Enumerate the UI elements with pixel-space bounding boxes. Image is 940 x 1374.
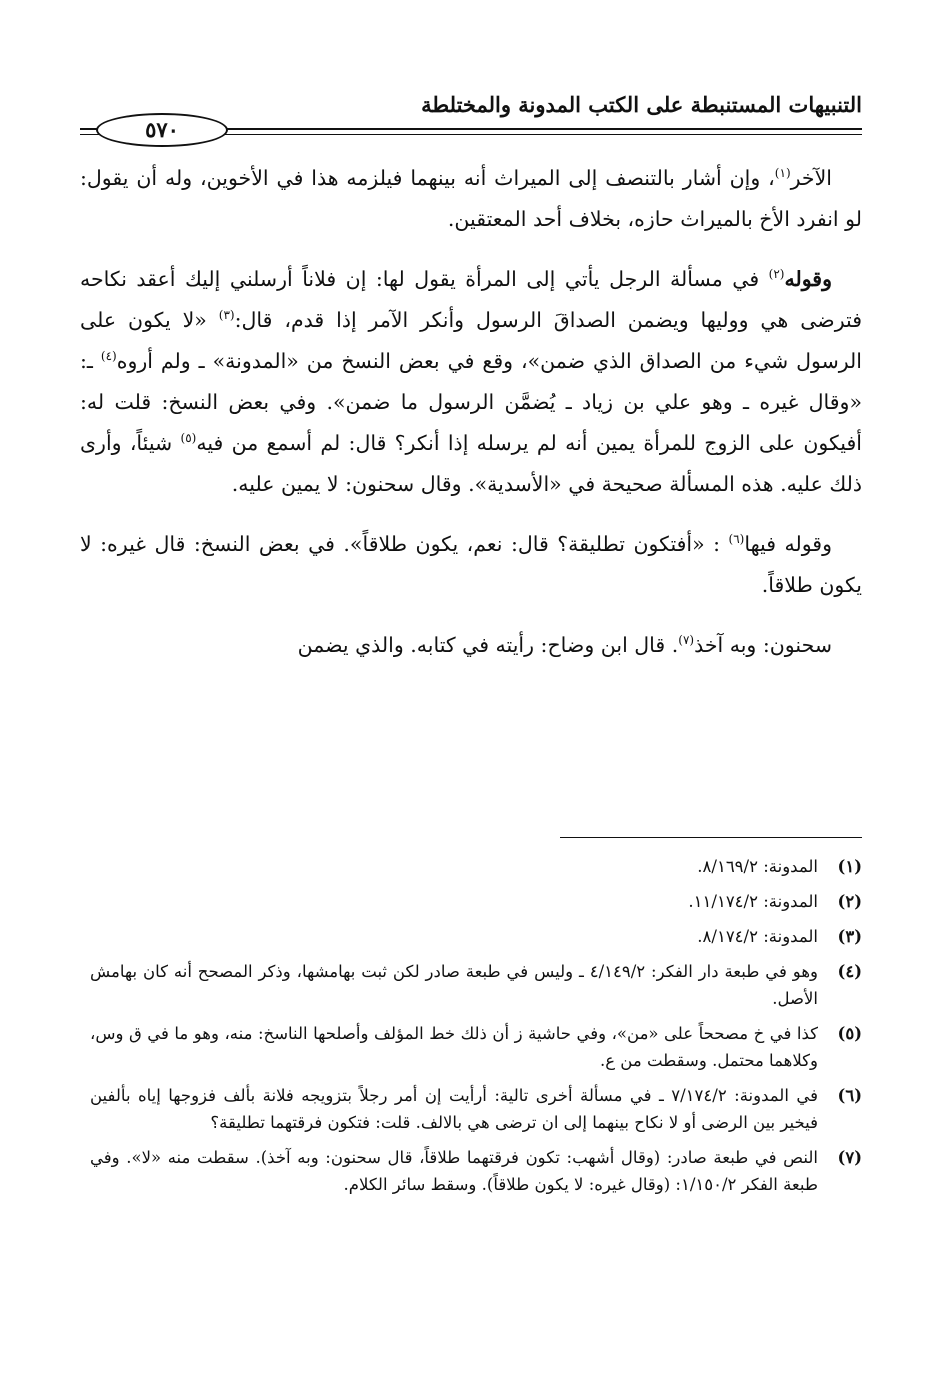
text-run: : «أفتكون تطليقة؟ قال: نعم، يكون طلاقاً». في بعض النسخ: قال غيره: لا يكون طلاقاً.: [80, 532, 862, 597]
footnote-text: وهو في طبعة دار الفكر: ٤/١٤٩/٢ ـ وليس في طبعة صادر لكن ثبت بهامشها، وذكر المصحح أنه كان بهامش الأصل.: [90, 962, 818, 1008]
footnote-marker: (٣): [218, 308, 235, 323]
footnote: [90, 853, 862, 880]
text-run: «لا يكون على الرسول شيء من الصداق الذي ضمن»، وقع في بعض النسخ من «المدونة» ـ ولم أروه: [80, 308, 863, 373]
text-run: ـ: «وقال غيره ـ وهو علي بن زياد ـ يُضمَّن الرسول ما ضمن». وفي بعض النسخ: قلت له: أفيكون على الزوج للمرأة يمين أنه لم يرسله إذا أنكر؟ قال: لم أسمع من فيه: [80, 349, 862, 455]
footnote-marker: (٤): [100, 349, 117, 364]
footnote-number: (٦): [837, 1086, 862, 1105]
footnote-text: المدونة: ٨/١٦٩/٢.: [697, 857, 818, 876]
footnote: [90, 923, 862, 950]
text-run: الآخر: [790, 166, 832, 190]
running-title: التنبيهات المستنبطة على الكتب المدونة والمختلطة: [421, 92, 862, 117]
footnote-number: (٣): [837, 927, 862, 946]
footnote-marker: (٦): [728, 532, 745, 547]
footnote-number: (٢): [837, 892, 862, 911]
footnote-marker: (٥): [180, 431, 197, 446]
footnote-text: المدونة: ١١/١٧٤/٢.: [688, 892, 818, 911]
footnote: [90, 1144, 862, 1198]
paragraph: [80, 158, 862, 240]
footnote-number: (٥): [837, 1024, 862, 1043]
footnote-number: (٤): [837, 962, 862, 981]
page-header: [80, 92, 862, 152]
footnote-marker: (١): [774, 166, 791, 181]
footnote-text: المدونة: ٨/١٧٤/٢.: [697, 927, 818, 946]
footnote: [90, 1082, 862, 1136]
footnote: [90, 958, 862, 1012]
text-run: في مسألة الرجل يأتي إلى المرأة يقول لها: إن فلاناً أرسلني إليك أعقد نكاحه فترضى هي ووليها ويضمن الصداقَ الرسول وأنكر الآمر إذا قدم، قال:: [80, 267, 862, 332]
footnote-marker: (٧): [678, 633, 695, 648]
text-run: سحنون: وبه آخذ: [694, 633, 832, 657]
footnote-text: في المدونة: ٧/١٧٤/٢ ـ في مسألة أخرى تالية: أرأيت إن أمر رجلاً بتزويجه فلانة بألف فزوجها إياه بألفين فيخير بين الرضى أو لا نكاح بينهما إلى ان ترضى هي بالالف. قلت: فتكون فرقتهما تطليقة؟: [90, 1086, 818, 1132]
text-run: ، وإن أشار بالتنصف إلى الميراث أنه بينهما فيلزمه هذا في الأخوين، وله أن يقول: لو انفرد الأخ بالميراث حازه، بخلاف أحد المعتقين.: [80, 166, 862, 231]
footnote: [90, 888, 862, 915]
text-run: وقوله فيها: [744, 532, 832, 556]
footnote-separator: [560, 837, 862, 838]
footnote-number: (١): [837, 857, 862, 876]
footnote-text: النص في طبعة صادر: (وقال أشهب: تكون فرقتهما طلاقاً، قال سحنون: وبه آخذ). سقطت منه «لا». وفي طبعة الفكر ١/١٥٠/٢: (وقال غيره: لا يكون طلاقاً). وسقط سائر الكلام.: [90, 1148, 818, 1194]
lead-word: وقوله: [784, 267, 832, 291]
footnote-number: (٧): [837, 1148, 862, 1167]
footnotes: [90, 853, 862, 1206]
footnote: [90, 1020, 862, 1074]
footnote-marker: (٢): [768, 267, 785, 282]
page-number: ٥٧٠: [96, 113, 228, 147]
footnote-text: كذا في خ مصححاً على «من»، وفي حاشية ز أن ذلك خط المؤلف وأصلحها الناسخ: منه، وهو ما في ق وس، وكلاهما محتمل. وسقطت من ع.: [90, 1024, 818, 1070]
paragraph: [80, 524, 862, 606]
paragraph: [80, 625, 862, 666]
paragraph: [80, 259, 862, 505]
text-run: . قال ابن وضاح: رأيته في كتابه. والذي يضمن: [297, 633, 679, 657]
main-text: [80, 158, 862, 685]
text-run: شيئاً، وأرى ذلك عليه. هذه المسألة صحيحة في «الأسدية». وقال سحنون: لا يمين عليه.: [80, 431, 862, 496]
